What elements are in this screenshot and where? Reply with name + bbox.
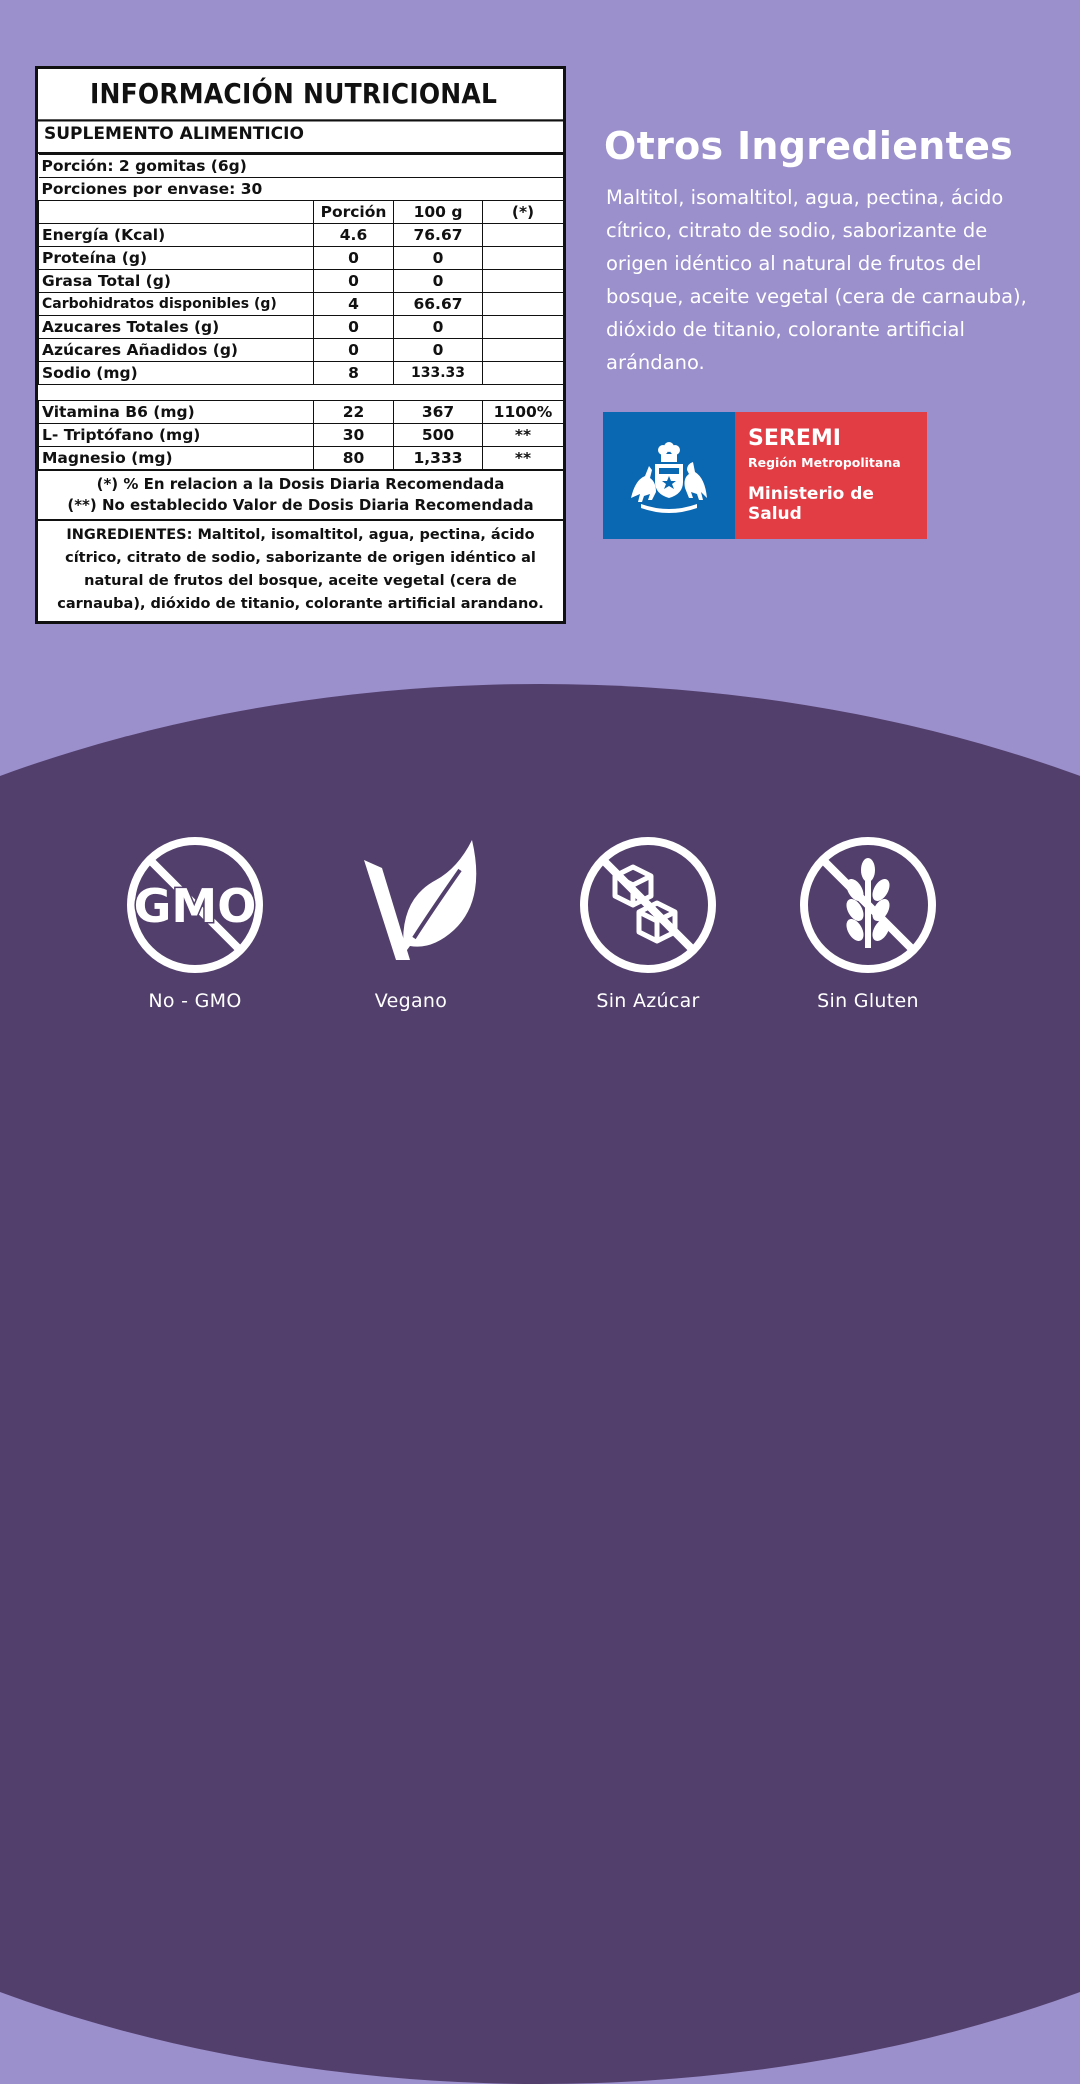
table-row [39, 247, 564, 270]
nutrition-grid [38, 154, 564, 470]
header-empty [39, 201, 314, 224]
note-daily-value: (*) % En relacion a la Dosis Diaria Recomendada [96, 475, 505, 493]
nutrition-title: INFORMACIÓN NUTRICIONAL [38, 67, 563, 122]
table-spacer [39, 385, 564, 401]
no-gmo-icon [120, 830, 270, 980]
ingredients-text: INGREDIENTES: Maltitol, isomaltitol, agua, pectina, ácido cítrico, citrato de sodio, saborizante de origen idéntico al natural de frutos del bosque, aceite vegetal (cera de carnauba), dióxido de titanio, colorante artificial arandano. [57, 527, 544, 612]
row-pct [483, 247, 564, 270]
coat-of-arms-icon [603, 412, 735, 539]
table-row [39, 424, 564, 447]
other-ingredients-title: Otros Ingredientes [604, 124, 1014, 168]
row-label: Azucares Totales (g) [39, 316, 314, 339]
badge-label-no-gluten: Sin Gluten [817, 990, 919, 1012]
table-row [39, 447, 564, 470]
servings-per-package: Porciones por envase: 30 [39, 178, 564, 201]
row-pct: ** [483, 447, 564, 470]
row-per100: 1,333 [394, 447, 483, 470]
row-pct: ** [483, 424, 564, 447]
row-label: Carbohidratos disponibles (g) [39, 293, 314, 316]
row-pct [483, 362, 564, 385]
row-pct: 1100% [483, 401, 564, 424]
no-gluten-icon [793, 830, 943, 980]
row-pct [483, 316, 564, 339]
badge-no-gmo [120, 830, 270, 1012]
row-portion: 4.6 [314, 224, 394, 247]
gmo-text: GMO [133, 879, 257, 933]
table-header-row [39, 201, 564, 224]
row-portion: 8 [314, 362, 394, 385]
nutrition-table [35, 66, 566, 624]
row-portion: 0 [314, 339, 394, 362]
no-sugar-icon [573, 830, 723, 980]
badge-label-no-gmo: No - GMO [148, 990, 242, 1012]
badge-no-gluten [793, 830, 943, 1012]
header-portion: Porción [314, 201, 394, 224]
row-portion: 0 [314, 316, 394, 339]
vegan-leaf-icon [336, 830, 486, 980]
row-label: Sodio (mg) [39, 362, 314, 385]
row-portion: 22 [314, 401, 394, 424]
row-portion: 0 [314, 270, 394, 293]
row-pct [483, 293, 564, 316]
row-pct [483, 339, 564, 362]
table-row [39, 339, 564, 362]
badge-vegan [336, 830, 486, 1012]
row-pct [483, 224, 564, 247]
row-per100: 133.33 [394, 362, 483, 385]
row-per100: 500 [394, 424, 483, 447]
row-label: Azúcares Añadidos (g) [39, 339, 314, 362]
portion-size: Porción: 2 gomitas (6g) [39, 155, 564, 178]
row-label: Grasa Total (g) [39, 270, 314, 293]
header-100g: 100 g [394, 201, 483, 224]
table-row [39, 316, 564, 339]
row-per100: 76.67 [394, 224, 483, 247]
badge-no-sugar [573, 830, 723, 1012]
row-label: Magnesio (mg) [39, 447, 314, 470]
row-per100: 0 [394, 316, 483, 339]
seremi-region: Región Metropolitana [748, 455, 901, 470]
nutrition-notes [38, 470, 563, 521]
nutrition-subtitle: SUPLEMENTO ALIMENTICIO [38, 119, 563, 154]
table-row [39, 401, 564, 424]
row-portion: 30 [314, 424, 394, 447]
header-pct: (*) [483, 201, 564, 224]
row-label: L- Triptófano (mg) [39, 424, 314, 447]
badge-label-no-sugar: Sin Azúcar [596, 990, 700, 1012]
other-ingredients-body: Maltitol, isomaltitol, agua, pectina, ácido cítrico, citrato de sodio, saborizante de origen idéntico al natural de frutos del bosque, aceite vegetal (cera de carnauba), dióxido de titanio, colorante artificial arándano. [606, 186, 1027, 374]
row-pct [483, 270, 564, 293]
seremi-name: SEREMI [748, 426, 841, 451]
row-per100: 367 [394, 401, 483, 424]
seremi-text-block [735, 412, 927, 539]
row-per100: 0 [394, 270, 483, 293]
table-row [39, 362, 564, 385]
note-not-established: (**) No establecido Valor de Dosis Diaria Recomendada [67, 496, 534, 514]
row-portion: 4 [314, 293, 394, 316]
row-label: Energía (Kcal) [39, 224, 314, 247]
seremi-logo [603, 412, 927, 539]
table-row [39, 270, 564, 293]
row-label: Proteína (g) [39, 247, 314, 270]
row-label: Vitamina B6 (mg) [39, 401, 314, 424]
row-per100: 0 [394, 339, 483, 362]
row-portion: 0 [314, 247, 394, 270]
table-row [39, 293, 564, 316]
row-per100: 0 [394, 247, 483, 270]
badge-label-vegan: Vegano [374, 990, 448, 1012]
row-per100: 66.67 [394, 293, 483, 316]
row-portion: 80 [314, 447, 394, 470]
table-row [39, 224, 564, 247]
seremi-ministry: Ministerio de Salud [748, 484, 874, 524]
